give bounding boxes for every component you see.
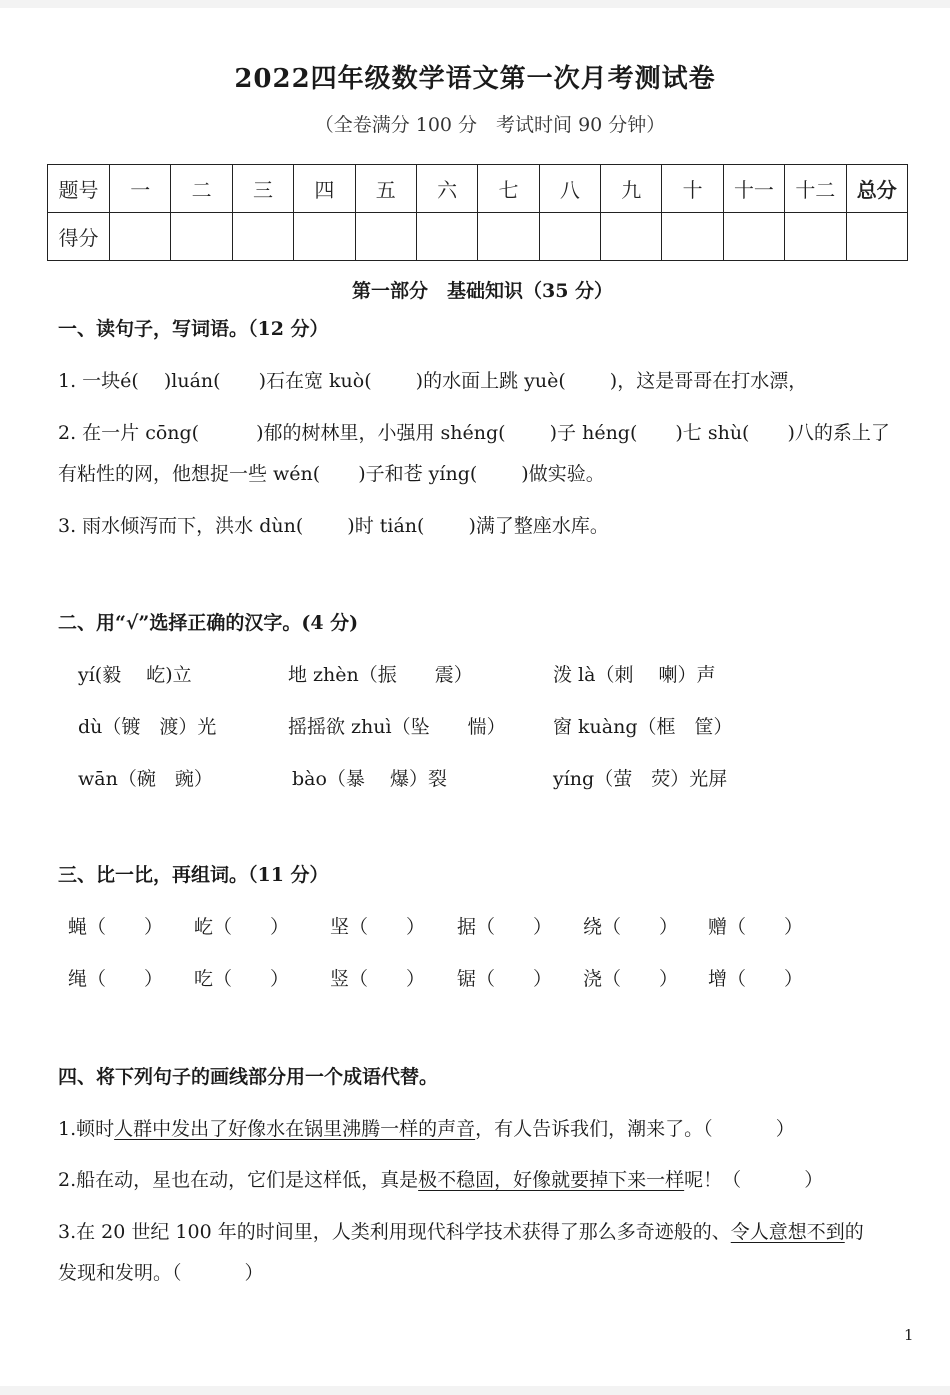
word-pair-item: 坚（ ） (330, 916, 426, 938)
question-text: 2.船在动，星也在动，它们是这样低，真是 (58, 1169, 419, 1191)
choice-item: yí(毅 屹)立 (78, 664, 192, 686)
column-header: 九 (601, 165, 662, 213)
exam-page (0, 8, 950, 1386)
underlined-phrase: 人群中发出了好像水在锅里沸腾一样的声音 (114, 1118, 476, 1140)
word-pair-item: 绳（ ） (68, 968, 164, 990)
exam-subtitle: （全卷满分 100 分 考试时间 90 分钟） (314, 114, 666, 136)
column-header: 一 (110, 165, 171, 213)
score-cell[interactable] (171, 213, 232, 261)
part-title: 第一部分 基础知识（35 分） (351, 280, 614, 302)
idiom-question-1 (58, 1114, 795, 1141)
idiom-question-3 (58, 1217, 864, 1244)
score-cell[interactable] (478, 213, 539, 261)
score-table (47, 164, 908, 261)
score-cell[interactable] (662, 213, 723, 261)
section1-line: 有粘性的网，他想捉一些 wén( )子和苍 yíng( )做实验。 (58, 463, 605, 485)
score-cell[interactable] (294, 213, 355, 261)
word-pair-item: 锯（ ） (457, 968, 553, 990)
word-pair-item: 增（ ） (708, 968, 804, 990)
section1-line: 1. 一块é( )luán( )石在宽 kuò( )的水面上跳 yuè( )，这是哥哥在打水漂， (58, 370, 808, 392)
column-header: 四 (294, 165, 355, 213)
score-cell[interactable] (355, 213, 416, 261)
column-header: 十一 (723, 165, 784, 213)
row-label: 得分 (48, 213, 110, 261)
section1-title: 一、读句子，写词语。（12 分） (58, 318, 329, 340)
idiom-question-2 (58, 1165, 823, 1192)
column-header: 二 (171, 165, 232, 213)
column-header: 五 (355, 165, 416, 213)
choice-item: 摇摇欲 zhuì（坠 惴） (288, 716, 506, 738)
column-header: 三 (232, 165, 293, 213)
section3-title: 三、比一比，再组词。（11 分） (58, 864, 329, 886)
word-pair-item: 赠（ ） (708, 916, 804, 938)
question-text: ，有人告诉我们，潮来了。（ ） (475, 1118, 795, 1140)
word-pair-item: 绕（ ） (583, 916, 679, 938)
score-cell[interactable] (785, 213, 846, 261)
idiom-question-3-continued: 发现和发明。（ ） (58, 1262, 264, 1284)
section4-title: 四、将下列句子的画线部分用一个成语代替。 (58, 1066, 439, 1088)
column-header: 十 (662, 165, 723, 213)
section1-line: 3. 雨水倾泻而下，洪水 dùn( )时 tián( )满了整座水库。 (58, 515, 609, 537)
question-text: 3.在 20 世纪 100 年的时间里，人类利用现代科学技术获得了那么多奇迹般的、 (58, 1221, 731, 1243)
question-text: 呢！（ ） (684, 1169, 824, 1191)
word-pair-item: 竖（ ） (330, 968, 426, 990)
score-cell[interactable] (539, 213, 600, 261)
question-text: 的 (844, 1221, 864, 1243)
word-pair-item: 吃（ ） (194, 968, 290, 990)
underlined-phrase: 极不稳固，好像就要掉下来一样 (418, 1169, 685, 1191)
word-pair-item: 屹（ ） (194, 916, 290, 938)
score-cell[interactable] (846, 213, 908, 261)
score-table-header-row (48, 165, 908, 213)
column-header: 十二 (785, 165, 846, 213)
choice-item: 窗 kuàng（框 筐） (553, 716, 733, 738)
column-header: 六 (416, 165, 477, 213)
section1-line: 2. 在一片 cōng( )郁的树林里，小强用 shéng( )子 héng( )七 shù( )八的系上了 (58, 422, 890, 444)
score-cell[interactable] (232, 213, 293, 261)
choice-item: yíng（萤 荧）光屏 (553, 768, 728, 790)
choice-item: wān（碗 豌） (78, 768, 213, 790)
score-table-score-row (48, 213, 908, 261)
score-cell[interactable] (723, 213, 784, 261)
word-pair-item: 浇（ ） (583, 968, 679, 990)
exam-title: 2022四年级数学语文第一次月考测试卷 (234, 64, 716, 94)
choice-item: 地 zhèn（振 震） (288, 664, 473, 686)
column-header: 七 (478, 165, 539, 213)
column-header: 八 (539, 165, 600, 213)
word-pair-item: 据（ ） (457, 916, 553, 938)
choice-item: 泼 là（刺 喇）声 (553, 664, 716, 686)
section2-title: 二、用“√”选择正确的汉字。(4 分) (58, 612, 359, 634)
word-pair-item: 蝇（ ） (68, 916, 164, 938)
header-label: 题号 (48, 165, 110, 213)
score-cell[interactable] (416, 213, 477, 261)
page-number: 1 (904, 1326, 914, 1344)
choice-item: dù（镀 渡）光 (78, 716, 217, 738)
score-cell[interactable] (601, 213, 662, 261)
choice-item: bào（暴 爆）裂 (292, 768, 447, 790)
total-header: 总分 (846, 165, 908, 213)
underlined-phrase: 令人意想不到 (730, 1221, 845, 1243)
question-text: 1.顿时 (58, 1118, 115, 1140)
score-cell[interactable] (110, 213, 171, 261)
